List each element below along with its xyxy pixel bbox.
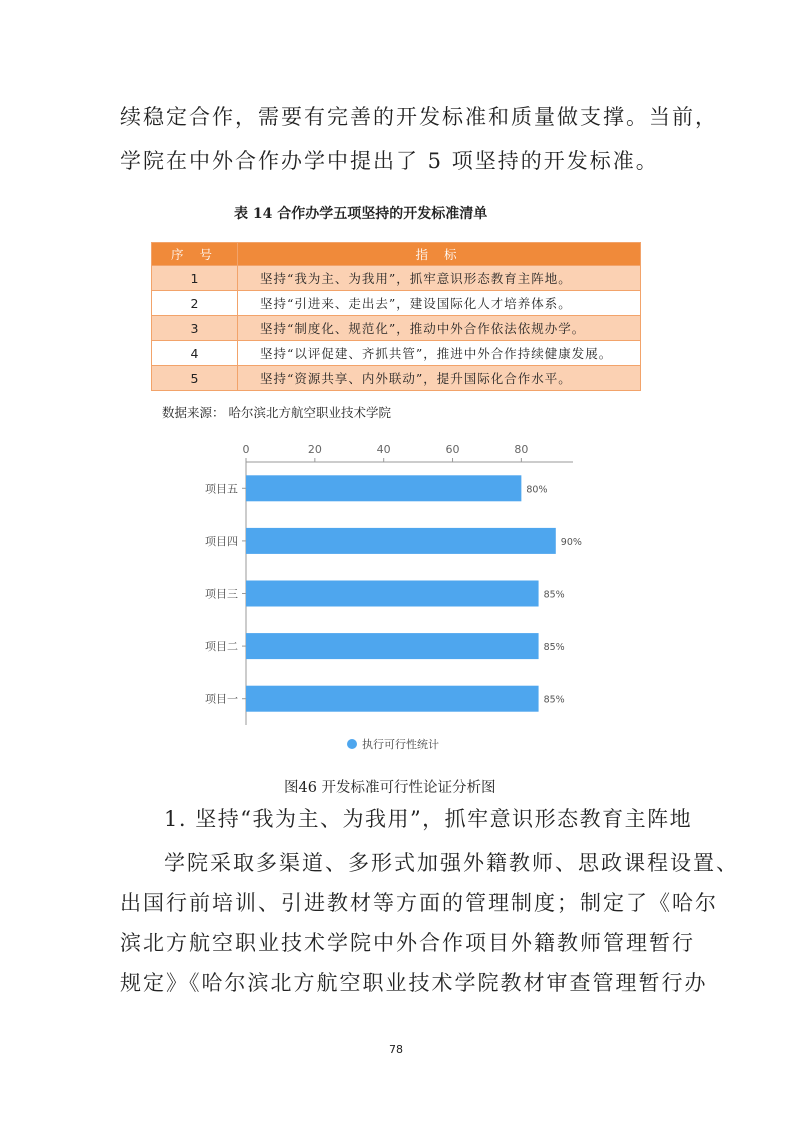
table-header-row <box>152 243 641 266</box>
column-header-number: 序 号 <box>152 243 238 266</box>
body-text-line: 学院在中外合作办学中提出了 5 项坚持的开发标准。 <box>120 149 659 173</box>
bar <box>246 686 539 712</box>
table-row <box>152 366 641 391</box>
data-label: 85% <box>543 694 565 706</box>
body-text-line: 学院采取多渠道、多形式加强外籍教师、思政课程设置、 <box>164 851 739 875</box>
page-number: 78 <box>389 1043 403 1056</box>
bar <box>246 581 539 607</box>
data-label: 85% <box>543 589 565 601</box>
body-text-line: 出国行前培训、引进教材等方面的管理制度；制定了《哈尔 <box>120 891 718 915</box>
data-label: 90% <box>560 536 582 548</box>
figure-caption: 图46 开发标准可行性论证分析图 <box>284 780 496 796</box>
bar <box>246 528 556 554</box>
row-text: 坚持“以评促建、齐抓共管”，推进中外合作持续健康发展。 <box>238 341 641 366</box>
row-text: 坚持“制度化、规范化”，推动中外合作依法依规办学。 <box>238 316 641 341</box>
x-tick-label: 40 <box>376 443 391 456</box>
row-number: 2 <box>152 291 238 316</box>
legend-label: 执行可行性统计 <box>362 738 439 751</box>
section-heading: 1. 坚持“我为主、为我用”，抓牢意识形态教育主阵地 <box>164 807 693 831</box>
body-text-line: 规定》《哈尔滨北方航空职业技术学院教材审查管理暂行办 <box>120 971 708 995</box>
row-number: 4 <box>152 341 238 366</box>
y-category-label: 项目五 <box>205 482 238 496</box>
x-tick-label: 20 <box>307 443 322 456</box>
bar <box>246 633 539 659</box>
table-row <box>152 341 641 366</box>
data-label: 80% <box>526 484 548 496</box>
x-tick-label: 80 <box>514 443 529 456</box>
y-category-label: 项目一 <box>205 692 238 706</box>
x-tick-label: 0 <box>242 443 250 456</box>
y-category-label: 项目二 <box>205 640 238 654</box>
bar <box>246 475 521 501</box>
row-text: 坚持“资源共享、内外联动”，提升国际化合作水平。 <box>238 366 641 391</box>
y-category-label: 项目三 <box>205 587 238 601</box>
row-number: 1 <box>152 266 238 291</box>
bar-chart <box>150 430 610 770</box>
legend-marker <box>347 739 357 749</box>
chart-svg <box>150 430 610 770</box>
column-header-indicator: 指 标 <box>238 243 641 266</box>
body-text-line: 续稳定合作，需要有完善的开发标准和质量做支撑。当前， <box>120 105 718 129</box>
row-number: 3 <box>152 316 238 341</box>
table-row <box>152 266 641 291</box>
table-caption: 表 14 合作办学五项坚持的开发标准清单 <box>234 206 488 222</box>
x-tick-label: 60 <box>445 443 460 456</box>
row-number: 5 <box>152 366 238 391</box>
table-source: 数据来源： 哈尔滨北方航空职业技术学院 <box>162 405 391 420</box>
row-text: 坚持“引进来、走出去”，建设国际化人才培养体系。 <box>238 291 641 316</box>
table-row <box>152 316 641 341</box>
standards-table <box>151 242 641 391</box>
table-row <box>152 291 641 316</box>
data-label: 85% <box>543 642 565 654</box>
row-text: 坚持“我为主、为我用”，抓牢意识形态教育主阵地。 <box>238 266 641 291</box>
y-category-label: 项目四 <box>205 534 238 548</box>
body-text-line: 滨北方航空职业技术学院中外合作项目外籍教师管理暂行 <box>120 931 695 955</box>
